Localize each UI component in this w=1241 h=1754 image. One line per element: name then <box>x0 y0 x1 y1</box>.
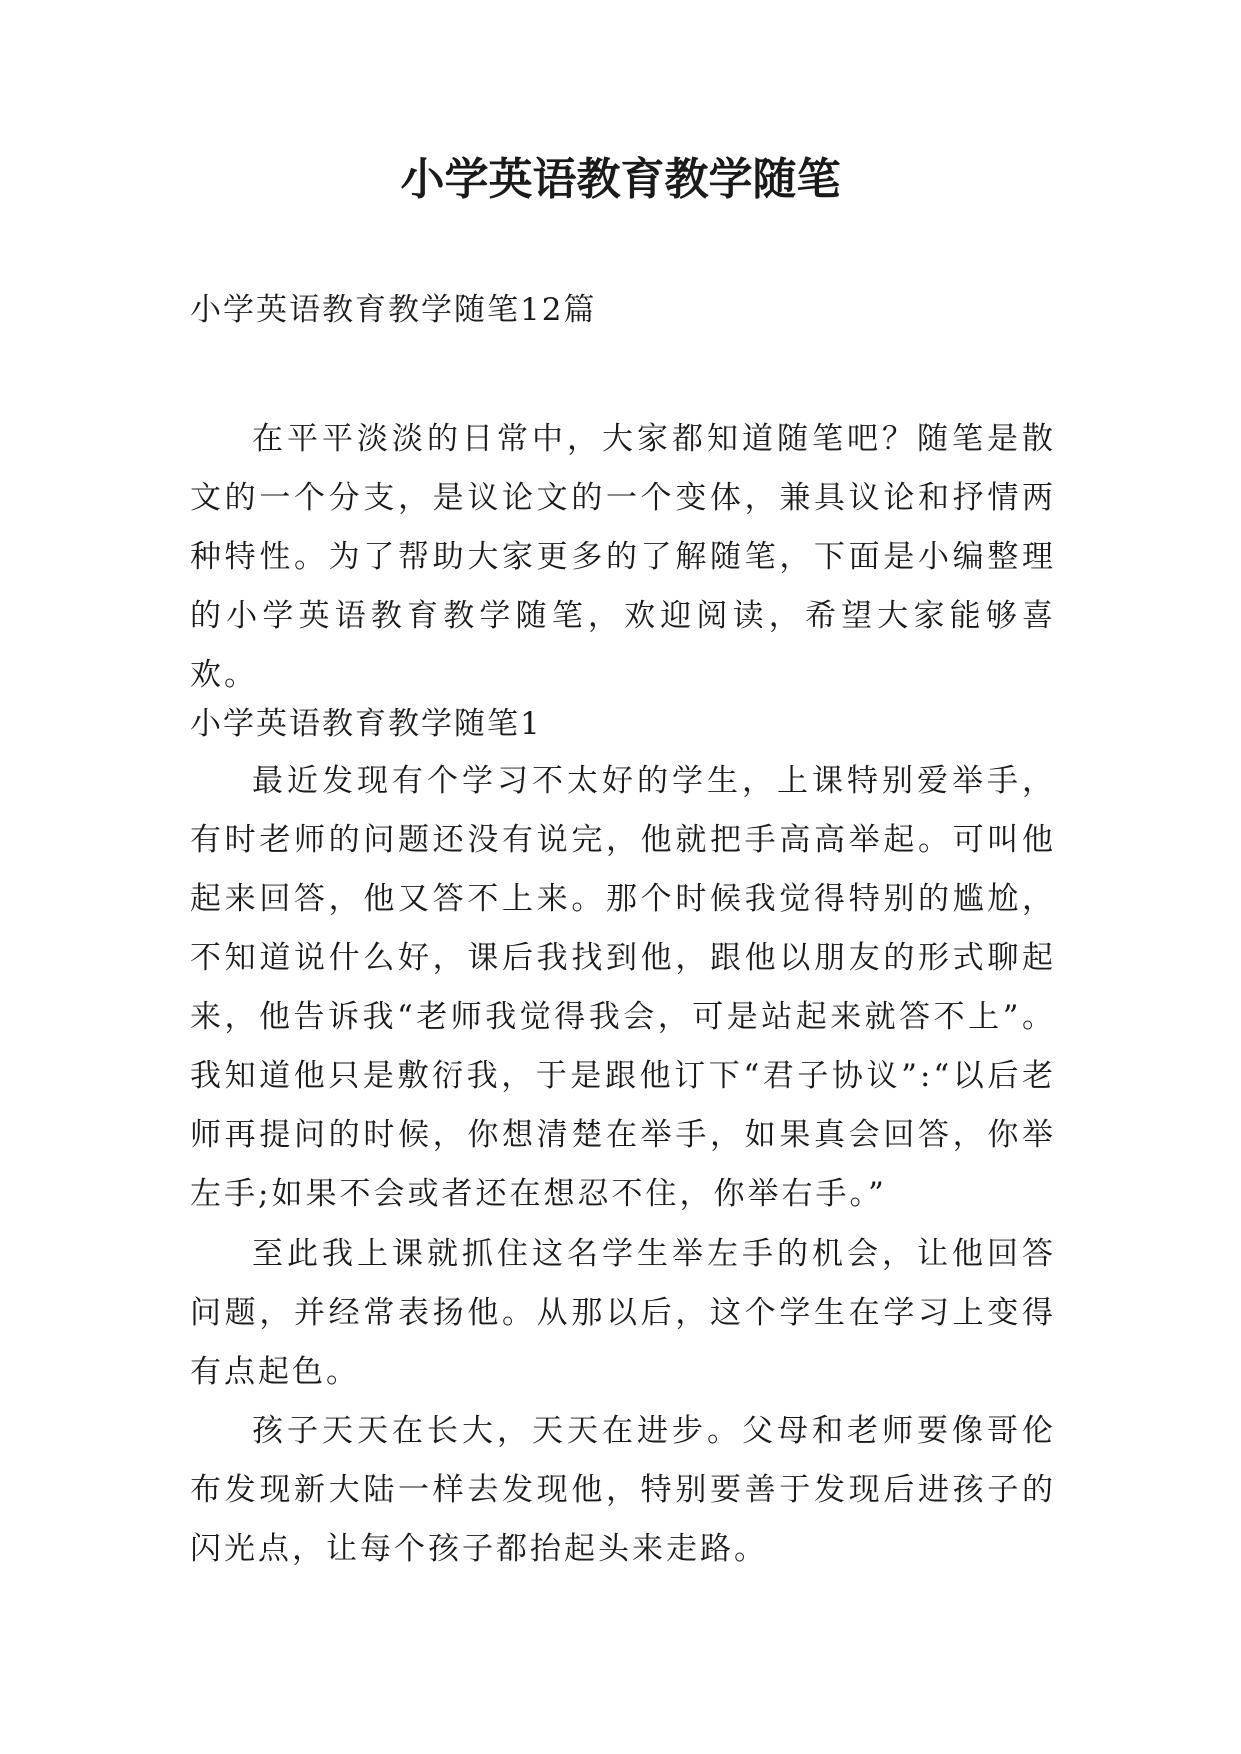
body-paragraph: 至此我上课就抓住这名学生举左手的机会，让他回答问题，并经常表扬他。从那以后，这个学生在学习上变得有点起色。 <box>190 1236 1056 1390</box>
document-subtitle: 小学英语教育教学随笔12篇 <box>190 292 597 328</box>
document-title: 小学英语教育教学随笔 <box>400 154 841 205</box>
body-paragraph: 最近发现有个学习不太好的学生，上课特别爱举手，有时老师的问题还没有说完，他就把手高高举起。可叫他起来回答，他又答不上来。那个时候我觉得特别的尴尬，不知道说什么好，课后我找到他，跟他以朋友的形式聊起来，他告诉我“老师我觉得我会，可是站起来就答不上”。我知道他只是敷衍我，于是跟他订下“君子协议”:“以后老师再提问的时候，你想清楚在举手，如果真会回答，你举左手;如果不会或者还在想忍不住，你举右手。” <box>190 763 1056 1212</box>
section-heading: 小学英语教育教学随笔1 <box>190 706 542 742</box>
body-paragraph: 孩子天天在长大，天天在进步。父母和老师要像哥伦布发现新大陆一样去发现他，特别要善于发现后进孩子的闪光点，让每个孩子都抬起头来走路。 <box>190 1413 1056 1567</box>
intro-paragraph: 在平平淡淡的日常中，大家都知道随笔吧？随笔是散文的一个分支，是议论文的一个变体，兼具议论和抒情两种特性。为了帮助大家更多的了解随笔，下面是小编整理的小学英语教育教学随笔，欢迎阅读，希望大家能够喜欢。 <box>190 421 1056 693</box>
